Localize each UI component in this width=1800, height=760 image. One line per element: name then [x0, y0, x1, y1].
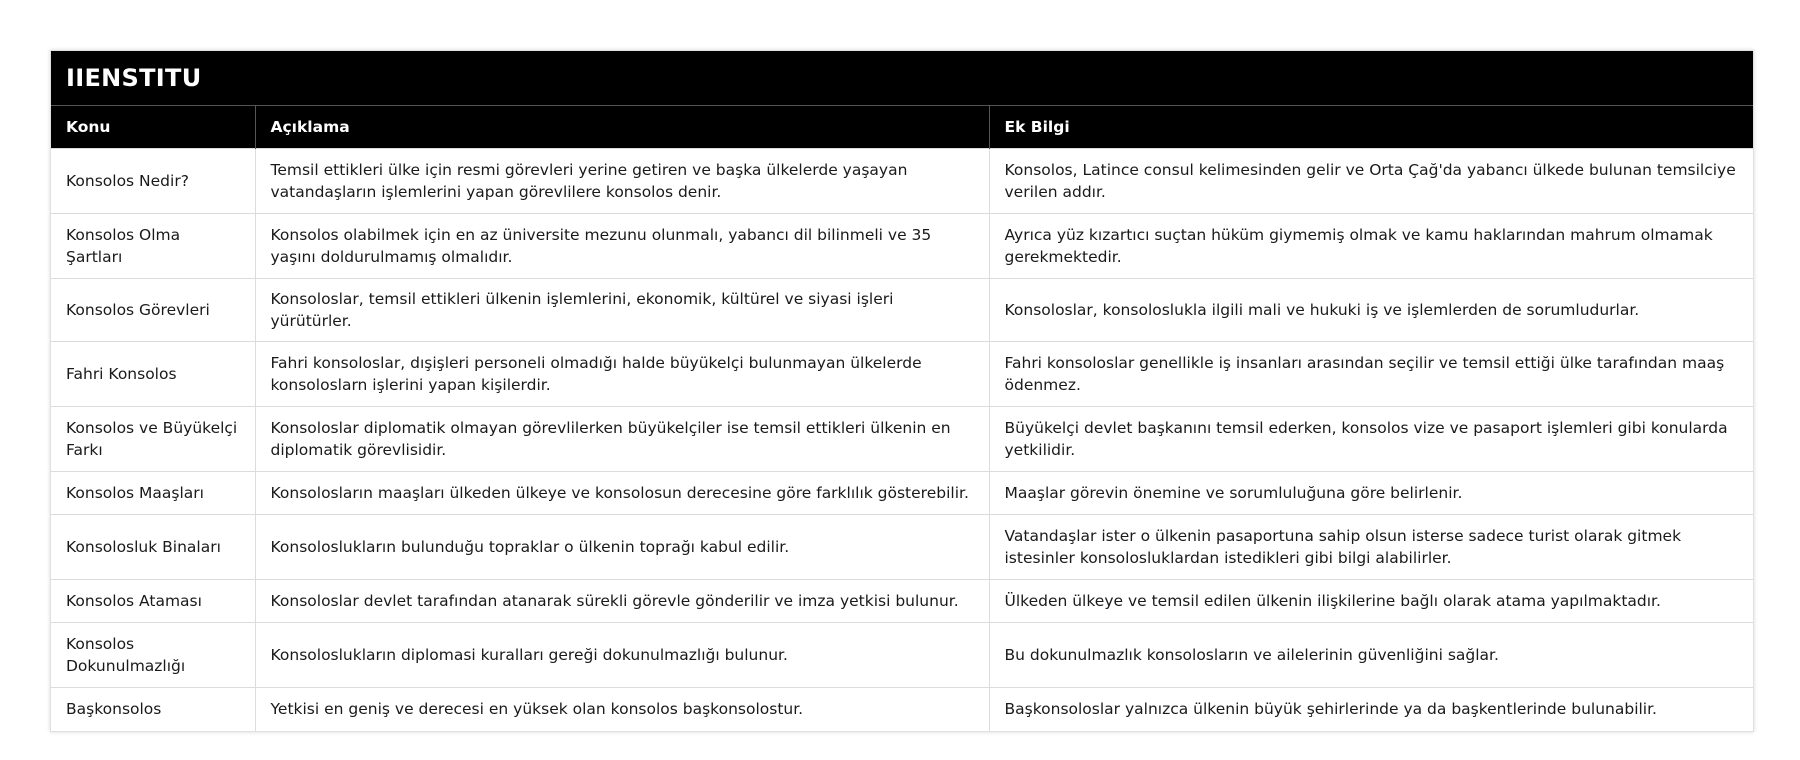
table-container	[50, 50, 1754, 732]
column-header-ek-bilgi: Ek Bilgi	[989, 106, 1753, 149]
cell-aciklama: Fahri konsoloslar, dışişleri personeli olmadığı halde büyükelçi bulunmayan ülkelerde konsoloslarn işlerini yapan kişilerdir.	[255, 342, 989, 407]
cell-ek-bilgi: Bu dokunulmazlık konsolosların ve ailelerinin güvenliğini sağlar.	[989, 623, 1753, 688]
cell-aciklama: Konsolosların maaşları ülkeden ülkeye ve konsolosun derecesine göre farklılık gösterebilir.	[255, 472, 989, 515]
cell-konu: Konsolos Ataması	[51, 580, 255, 623]
cell-konu: Fahri Konsolos	[51, 342, 255, 407]
cell-ek-bilgi: Fahri konsoloslar genellikle iş insanları arasından seçilir ve temsil ettiği ülke tarafından maaş ödenmez.	[989, 342, 1753, 407]
cell-konu: Konsolos Olma Şartları	[51, 214, 255, 279]
table-row	[51, 279, 1753, 342]
table-row	[51, 688, 1753, 731]
cell-aciklama: Konsolos olabilmek için en az üniversite mezunu olunmalı, yabancı dil bilinmeli ve 35 yaşını doldurulmamış olmalıdır.	[255, 214, 989, 279]
header-row	[51, 106, 1753, 149]
cell-ek-bilgi: Ayrıca yüz kızartıcı suçtan hüküm giymemiş olmak ve kamu haklarından mahrum olmamak gerekmektedir.	[989, 214, 1753, 279]
cell-konu: Konsolos Görevleri	[51, 279, 255, 342]
table-row	[51, 472, 1753, 515]
column-header-aciklama: Açıklama	[255, 106, 989, 149]
cell-konu: Konsolos Nedir?	[51, 149, 255, 214]
cell-ek-bilgi: Ülkeden ülkeye ve temsil edilen ülkenin ilişkilerine bağlı olarak atama yapılmaktadır.	[989, 580, 1753, 623]
column-header-konu: Konu	[51, 106, 255, 149]
cell-aciklama: Temsil ettikleri ülke için resmi görevleri yerine getiren ve başka ülkelerde yaşayan vatandaşların işlemlerini yapan görevlilere konsolos denir.	[255, 149, 989, 214]
table-row	[51, 515, 1753, 580]
cell-aciklama: Konsoloslar diplomatik olmayan görevlilerken büyükelçiler ise temsil ettikleri ülkenin en diplomatik görevlisidir.	[255, 407, 989, 472]
cell-aciklama: Konsoloslukların diplomasi kuralları gereği dokunulmazlığı bulunur.	[255, 623, 989, 688]
cell-ek-bilgi: Başkonsoloslar yalnızca ülkenin büyük şehirlerinde ya da başkentlerinde bulunabilir.	[989, 688, 1753, 731]
table-row	[51, 342, 1753, 407]
table-row	[51, 214, 1753, 279]
table-row	[51, 407, 1753, 472]
cell-ek-bilgi: Vatandaşlar ister o ülkenin pasaportuna sahip olsun isterse sadece turist olarak gitmek istesinler konsolosluklardan istedikleri gibi bilgi alabilirler.	[989, 515, 1753, 580]
cell-ek-bilgi: Konsolos, Latince consul kelimesinden gelir ve Orta Çağ'da yabancı ülkede bulunan temsilciye verilen addır.	[989, 149, 1753, 214]
cell-ek-bilgi: Maaşlar görevin önemine ve sorumluluğuna göre belirlenir.	[989, 472, 1753, 515]
cell-aciklama: Konsoloslar, temsil ettikleri ülkenin işlemlerini, ekonomik, kültürel ve siyasi işleri yürütürler.	[255, 279, 989, 342]
cell-konu: Konsolos Maaşları	[51, 472, 255, 515]
cell-aciklama: Konsoloslar devlet tarafından atanarak sürekli görevle gönderilir ve imza yetkisi bulunur.	[255, 580, 989, 623]
cell-konu: Başkonsolos	[51, 688, 255, 731]
cell-ek-bilgi: Konsoloslar, konsoloslukla ilgili mali ve hukuki iş ve işlemlerden de sorumludurlar.	[989, 279, 1753, 342]
table-row	[51, 580, 1753, 623]
info-table	[51, 105, 1753, 731]
cell-aciklama: Yetkisi en geniş ve derecesi en yüksek olan konsolos başkonsolostur.	[255, 688, 989, 731]
cell-konu: Konsolos ve Büyükelçi Farkı	[51, 407, 255, 472]
table-row	[51, 149, 1753, 214]
cell-aciklama: Konsoloslukların bulunduğu topraklar o ülkenin toprağı kabul edilir.	[255, 515, 989, 580]
table-row	[51, 623, 1753, 688]
table-title: IIENSTITU	[51, 51, 1753, 105]
cell-ek-bilgi: Büyükelçi devlet başkanını temsil ederken, konsolos vize ve pasaport işlemleri gibi konularda yetkilidir.	[989, 407, 1753, 472]
cell-konu: Konsolosluk Binaları	[51, 515, 255, 580]
cell-konu: Konsolos Dokunulmazlığı	[51, 623, 255, 688]
